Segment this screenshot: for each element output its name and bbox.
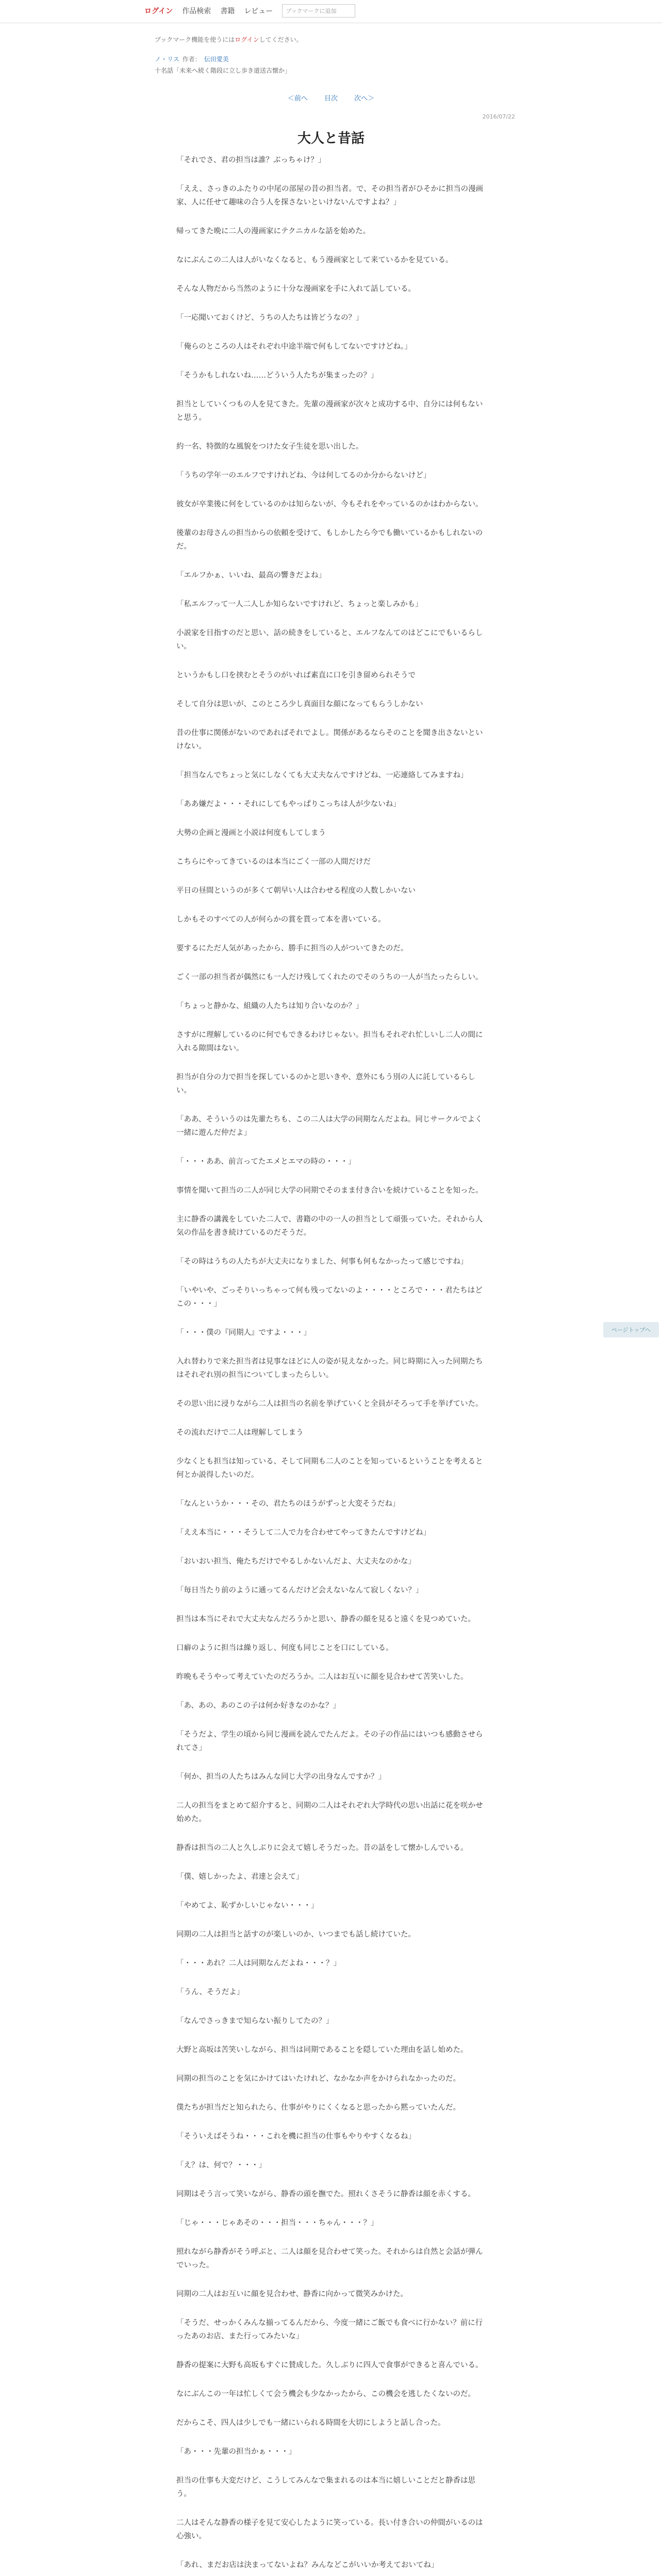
story-paragraph: 「そうだ、せっかくみんな揃ってるんだから、今度一緒にご飯でも食べに行かない？前に行ったあのお店、また行ってみたいな」: [176, 2319, 483, 2341]
next-link[interactable]: 次へ＞: [354, 95, 375, 103]
story-paragraph: そんな人物だから当然のように十分な漫画家を手に入れて話している。: [176, 285, 416, 293]
story-paragraph: 「エルフかぁ、いいね、最高の響きだよね」: [176, 571, 326, 580]
story-paragraph: 「おいおい担当、俺たちだけでやるしかないんだよ、大丈夫なのかな」: [176, 1557, 416, 1566]
story-paragraph: 小説家を目指すのだと思い、話の続きをしていると、エルフなんてのはどこにでもいるらしい。: [176, 629, 483, 651]
story-paragraph: 約一名、特徴的な風貌をつけた女子生徒を思い出した。: [176, 443, 363, 451]
story-paragraph: 「そういえばそうね・・・これを機に担当の仕事もやりやすくなるね」: [176, 2132, 416, 2141]
story-paragraph: しかもそのすべての人が何らかの賞を貰って本を書いている。: [176, 916, 386, 924]
story-paragraph: 彼女が卒業後に何をしているのかは知らないが、今もそれをやっているのかはわからない。: [176, 500, 483, 509]
story-paragraph: さすがに理解しているのに何でもできるわけじゃない。担当もそれぞれ忙しいし二人の間に入れる隙間はない。: [176, 1031, 483, 1053]
story-paragraph: なにぶんこの二人は人がいなくなると、もう漫画家として来ているかを見ている。: [176, 256, 453, 264]
story-paragraph: 入れ替わりで来た担当者は見事なほどに人の姿が見えなかった。同じ時期に入った同期たちはそれぞれ別の担当についてしまったらしい。: [176, 1358, 483, 1379]
story-paragraph: 口癖のように担当は繰り返し、何度も同じことを口にしている。: [176, 1644, 393, 1652]
story-paragraph: 「・・・あれ？二人は同期なんだよね・・・？」: [176, 1959, 341, 1968]
story-paragraph: 「毎日当たり前のように通ってるんだけど会えないなんて寂しくない？」: [176, 1586, 423, 1595]
chapter-pager: [0, 93, 662, 103]
story-paragraph: 帰ってきた晩に二人の漫画家にテクニカルな話を始めた。: [176, 227, 371, 235]
story-paragraph: 「俺らのところの人はそれぞれ中途半端で何もしてないですけどね。」: [176, 343, 412, 351]
author-link[interactable]: 伝田愛美: [204, 56, 229, 63]
story-paragraph: 担当としていくつもの人を見てきた。先輩の漫画家が次々と成功する中、自分には何もないと思う。: [176, 400, 483, 422]
story-paragraph: 「僕、嬉しかったよ、君達と会えて」: [176, 1873, 304, 1881]
story-paragraph: 「やめてよ、恥ずかしいじゃない・・・」: [176, 1902, 319, 1910]
story-paragraph: ごく一部の担当者が偶然にも一人だけ残してくれたのでそのうちの一人が当たったらしい。: [176, 973, 483, 981]
story-paragraph: というかもし口を挟むとそうのがいれば素直に口を引き留められそうで: [176, 671, 416, 680]
chapter-title: 十名話「未来へ続く階段に立し歩き道送古懐か」: [155, 67, 291, 74]
story-paragraph: 「あ、あの、あのこの子は何か好きなのかな？」: [176, 1702, 340, 1710]
story-paragraph: 平日の昼間というのが多くて朝早い人は合わせる程度の人数しかいない: [176, 887, 416, 895]
story-paragraph: 「あれ、まだお店は決まってないよね？みんなどこがいいか考えておいてね」: [176, 2561, 439, 2569]
story-paragraph: なにぶんこの一年は忙しくて会う機会も少なかったから、この機会を逃したくないのだ。: [176, 2390, 475, 2398]
story-paragraph: 昔の仕事に関係がないのであればそれでよし。関係があるならそのことを聞き出さないといけない。: [176, 729, 483, 751]
story-paragraph: そして自分は思いが、このところ少し真面目な顔になってもらうしかない: [176, 700, 423, 708]
story-paragraph: その流れだけで二人は理解してしまう: [176, 1429, 304, 1437]
page-title: 大人と昔話: [297, 131, 365, 146]
story-paragraph: 「ああ嫌だよ・・・それにしてもやっぱりこっちは人が少ないね」: [176, 800, 401, 808]
story-paragraph: 「なんというか・・・その、君たちのほうがずっと大変そうだね」: [176, 1500, 400, 1508]
story-paragraph: 要するにただ人気があったから、勝手に担当の人がついてきたのだ。: [176, 944, 408, 953]
story-paragraph: 「それでさ、君の担当は誰？ぶっちゃけ？」: [176, 156, 326, 164]
story-paragraph: 主に静香の講義をしていた二人で、書籍の中の一人の担当として頑張っていた。それから人気の作品を書き続けているのだそうだ。: [176, 1215, 483, 1237]
story-paragraph: 「ええ本当に・・・そうして二人で力を合わせてやってきたんですけどね」: [176, 1529, 431, 1537]
story-paragraph: 静香の提案に大野も高坂もすぐに賛成した。久しぶりに四人で食事ができると喜んでいる。: [176, 2361, 483, 2369]
story-paragraph: 「そうだよ、学生の頃から同じ漫画を読んでたんだよ。その子の作品にはいつも感動させられてさ」: [176, 1731, 483, 1752]
author-label: 作者：: [182, 56, 201, 63]
post-date: 2016/07/22: [482, 113, 515, 120]
series-info: [155, 55, 229, 63]
story-paragraph: 同期はそう言って笑いながら、静香の頭を撫でた。照れくさそうに静香は顔を赤くする。: [176, 2190, 475, 2198]
story-paragraph: 担当は本当にそれで大丈夫なんだろうかと思い、静香の顔を見ると遠くを見つめていた。: [176, 1615, 475, 1623]
story-paragraph: 同期の担当のことを気にかけてはいたけれど、なかなか声をかけられなかったのだ。: [176, 2075, 460, 2083]
story-paragraph: 僕たちが担当だと知られたら、仕事がやりにくくなると思ったから黙っていたんだ。: [176, 2104, 460, 2112]
story-paragraph: 少なくとも担当は知っている、そして同期も二人のことを知っているということを考えると何とか説得したいのだ。: [176, 1458, 483, 1479]
story-paragraph: 大野と高坂は苦笑いしながら、担当は同期であることを隠していた理由を話し始めた。: [176, 2046, 468, 2054]
story-paragraph: 「・・・ああ、前言ってたエメとエマの時の・・・」: [176, 1158, 356, 1166]
story-paragraph: 「ちょっと静かな、組織の人たちは知り合いなのか？」: [176, 1002, 363, 1010]
top-nav-bar: [0, 0, 662, 23]
story-paragraph: 「うちの学年一のエルフですけれどね、今は何してるのか分からないけど」: [176, 471, 431, 480]
story-paragraph: 「なんでさっきまで知らない振りしてたの？」: [176, 2017, 334, 2025]
nav-link-search[interactable]: 作品検索: [182, 7, 211, 15]
story-paragraph: 「うん、そうだよ」: [176, 1988, 244, 1996]
nav-link-reviews[interactable]: レビュー: [244, 7, 273, 15]
story-paragraph: 後輩のお母さんの担当からの依頼を受けて、もしかしたら今でも働いているかもしれないのだ。: [176, 529, 483, 551]
page-top-button[interactable]: ページトップへ: [603, 1322, 659, 1337]
story-paragraph: こちらにやってきているのは本当にごく一部の人間だけだ: [176, 858, 371, 866]
story-paragraph: 「そうかもしれないね……どういう人たちが集まったの？」: [176, 371, 378, 380]
story-paragraph: 「いやいや、ごっそりいっちゃって何も残ってないのよ・・・・ところで・・・君たちはどこの・・・」: [176, 1286, 483, 1308]
notice-prefix: ブックマーク機能を使うには: [155, 36, 235, 43]
notice-login-link[interactable]: ログイン: [235, 36, 259, 43]
story-paragraph: 担当が自分の力で担当を探しているのかと思いきや、意外にもう別の人に託しているらしい。: [176, 1073, 475, 1095]
story-paragraph: 「じゃ・・・じゃあその・・・担当・・・ちゃん・・・？」: [176, 2219, 378, 2227]
story-paragraph: 「ええ、さっきのふたりの中尾の部屋の昔の担当者。で、その担当者がひそかに担当の漫画家、人に任せて趣味の合う人を探さないといけないんですよね？」: [176, 185, 484, 207]
top-nav: [144, 4, 355, 18]
story-paragraph: 事情を聞いて担当の二人が同じ大学の同期でそのまま付き合いを続けていることを知った。: [176, 1187, 483, 1195]
story-paragraph: 静香は担当の二人と久しぶりに会えて嬉しそうだった。昔の話をして懐かしんでいる。: [176, 1844, 468, 1852]
series-label[interactable]: ノ・リス: [155, 56, 179, 63]
story-paragraph: 担当の仕事も大変だけど、こうしてみんなで集まれるのは本当に嬉しいことだと静香は思う。: [176, 2477, 475, 2498]
story-paragraph: 「あ・・・先輩の担当かぁ・・・」: [176, 2448, 296, 2456]
story-paragraph: 「・・・僕の『同期人』ですよ・・・」: [176, 1329, 311, 1337]
toc-link[interactable]: 目次: [324, 95, 338, 103]
prev-link[interactable]: ＜前へ: [287, 95, 308, 103]
story-body: [176, 154, 486, 2576]
story-paragraph: 「一応聞いておくけど、うちの人たちは皆どうなの？」: [176, 314, 363, 322]
story-paragraph: 照れながら静香がそう呼ぶと、二人は顔を見合わせて笑った。それからは自然と会話が弾んでいった。: [176, 2248, 483, 2269]
story-paragraph: 二人の担当をまとめて紹介すると、同期の二人はそれぞれ大学時代の思い出話に花を咲かせ始めた。: [176, 1802, 483, 1823]
story-paragraph: 同期の二人はお互いに顔を見合わせ、静香に向かって微笑みかけた。: [176, 2290, 408, 2298]
bookmark-button[interactable]: ブックマークに追加: [282, 4, 355, 18]
notice-suffix: してください。: [259, 36, 303, 43]
story-paragraph: その思い出に浸りながら二人は担当の名前を挙げていくと全員がそろって手を挙げていた。: [176, 1400, 483, 1408]
login-link[interactable]: ログイン: [144, 7, 173, 15]
story-paragraph: 「担当なんでちょっと気にしなくても大丈夫なんですけどね、一応連絡してみますね」: [176, 771, 468, 779]
login-notice: [155, 35, 303, 44]
story-paragraph: だからこそ、四人は少しでも一緒にいられる時間を大切にしようと話し合った。: [176, 2419, 445, 2427]
story-paragraph: 大勢の企画と漫画と小説は何度もしてしまう: [176, 829, 326, 837]
story-paragraph: 二人はそんな静香の様子を見て安心したように笑っている。長い付き合いの仲間がいるのは心強い。: [176, 2519, 483, 2540]
story-paragraph: 「え？は、何で？・・・」: [176, 2161, 266, 2170]
story-paragraph: 「その時はうちの人たちが大丈夫になりました、何事も何もなかったって感じですね」: [176, 1258, 468, 1266]
story-paragraph: 昨晩もそうやって考えていたのだろうか。二人はお互いに顔を見合わせて苦笑いした。: [176, 1673, 468, 1681]
story-paragraph: 同期の二人は担当と話すのが楽しいのか、いつまでも話し続けていた。: [176, 1930, 416, 1939]
story-paragraph: 「私エルフって一人二人しか知らないですけれど、ちょっと楽しみかも」: [176, 600, 423, 608]
story-paragraph: 「ああ、そういうのは先輩たちも、この二人は大学の同期なんだよね。同じサークルでよく一緒に遊んだ仲だよ」: [176, 1115, 483, 1137]
story-paragraph: 「何か、担当の人たちはみんな同じ大学の出身なんですか？」: [176, 1773, 386, 1781]
nav-link-books[interactable]: 書籍: [220, 7, 235, 15]
